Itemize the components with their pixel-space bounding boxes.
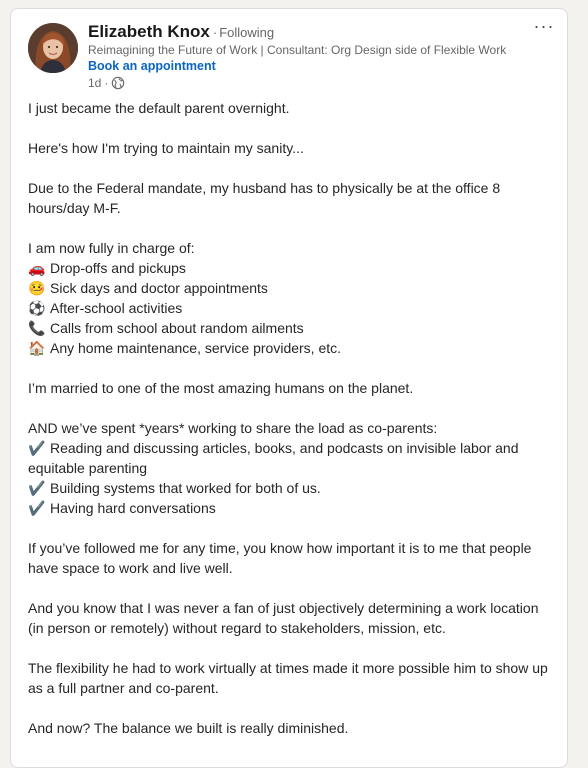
post-paragraph: I just became the default parent overnight. <box>28 100 290 116</box>
efforts-intro: AND we’ve spent *years* working to share the load as co-parents: <box>28 420 438 436</box>
follow-status: Following <box>219 25 275 40</box>
phone-icon: 📞 <box>28 320 46 336</box>
post-paragraph: The flexibility he had to work virtually at times made it more possible him to show up as a full partner and co-parent. <box>28 660 548 696</box>
soccer-ball-icon: ⚽ <box>28 300 46 316</box>
post-paragraph: And you know that I was never a fan of just objectively determining a work location (in person or remotely) without regard to stakeholders, mission, etc. <box>28 600 539 636</box>
list-item <box>28 338 553 358</box>
author-line <box>88 21 274 44</box>
separator-dot: · <box>212 25 218 40</box>
author-headline: Reimagining the Future of Work | Consultant: Org Design side of Flexible Work <box>88 43 507 57</box>
checkmark-icon: ✔️ <box>28 440 46 456</box>
list-item-text: Any home maintenance, service providers, etc. <box>50 340 342 356</box>
list-item-text: After-school activities <box>50 300 183 316</box>
post-paragraph: I’m married to one of the most amazing humans on the planet. <box>28 380 414 396</box>
list-item <box>28 278 553 298</box>
post-time: 1d <box>88 76 102 90</box>
checkmark-icon: ✔️ <box>28 500 46 516</box>
list-item <box>28 318 553 338</box>
list-item-text: Calls from school about random ailments <box>50 320 304 336</box>
list-item <box>28 298 553 318</box>
sick-face-icon: 🤒 <box>28 280 46 296</box>
list-item-text: Drop-offs and pickups <box>50 260 186 276</box>
post-card <box>10 8 568 768</box>
more-options-button[interactable]: ··· <box>533 16 555 36</box>
list-item-text: Having hard conversations <box>50 500 216 516</box>
separator-dot: · <box>104 76 109 90</box>
author-name[interactable]: Elizabeth Knox <box>88 22 210 41</box>
list-item <box>28 498 553 518</box>
post-paragraph: Here's how I'm trying to maintain my sanity... <box>28 140 304 156</box>
car-icon: 🚗 <box>28 260 46 276</box>
list-item <box>28 478 553 498</box>
book-appointment-link[interactable]: Book an appointment <box>88 59 216 73</box>
efforts-block <box>28 418 553 518</box>
list-item-text: Reading and discussing articles, books, and podcasts on invisible labor and equitable parenting <box>28 440 519 476</box>
post-paragraph: Due to the Federal mandate, my husband has to physically be at the office 8 hours/day M-F. <box>28 180 501 216</box>
post-paragraph: If you’ve followed me for any time, you know how important it is to me that people have space to work and live well. <box>28 540 532 576</box>
list-item-text: Building systems that worked for both of us. <box>50 480 321 496</box>
avatar[interactable] <box>28 23 78 73</box>
post-body <box>28 98 553 758</box>
house-icon: 🏠 <box>28 340 46 356</box>
post-paragraph: And now? The balance we built is really diminished. <box>28 720 349 736</box>
list-item-text: Sick days and doctor appointments <box>50 280 268 296</box>
list-item <box>28 438 553 478</box>
globe-icon <box>111 76 125 90</box>
list-item <box>28 258 553 278</box>
duties-intro: I am now fully in charge of: <box>28 240 195 256</box>
checkmark-icon: ✔️ <box>28 480 46 496</box>
post-meta <box>88 75 125 91</box>
duties-block <box>28 238 553 358</box>
